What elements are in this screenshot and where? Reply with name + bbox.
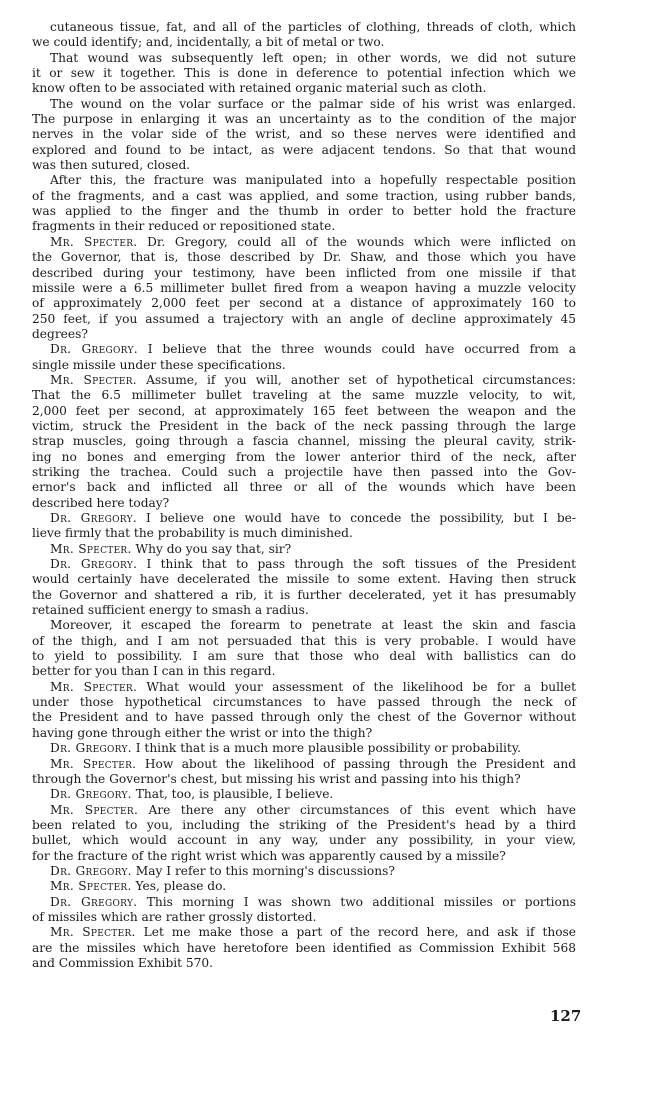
line-text: of the thigh, and I am not persuaded that this is very probable. I would have — [32, 633, 576, 648]
narrative-paragraph — [32, 173, 576, 234]
document-page-body — [32, 20, 576, 971]
line-text: explored and found to be intact, as were adjacent tendons. So that that wound — [32, 142, 576, 157]
line-text: May I refer to this morning's discussions? — [131, 863, 395, 878]
speaker-name: Dr. Gregory. — [50, 342, 138, 357]
text-line — [32, 143, 576, 158]
speaker-name: Mr. Specter. — [50, 372, 137, 387]
text-line — [32, 496, 576, 511]
text-line — [32, 526, 576, 541]
line-text: ernor's back and inflicted all three or all of the wounds which have been — [32, 480, 576, 495]
text-line — [32, 941, 576, 956]
testimony-paragraph — [32, 925, 576, 971]
text-line — [32, 910, 576, 925]
text-line — [32, 388, 576, 403]
line-text: Dr. Gregory, could all of the wounds which were inflicted on — [137, 234, 576, 249]
text-line — [32, 664, 576, 679]
testimony-paragraph — [32, 741, 576, 756]
text-line — [32, 741, 576, 756]
speaker-name: Dr. Gregory. — [50, 863, 132, 878]
line-text: After this, the fracture was manipulated into a hopefully respectable position — [50, 173, 576, 188]
line-text: the President and to have passed through only the chest of the Governor without — [32, 710, 576, 725]
line-text: I think that to pass through the soft tissues of the President — [137, 557, 576, 572]
testimony-paragraph — [32, 542, 576, 557]
text-line — [32, 680, 576, 695]
speaker-name: Mr. Specter. — [50, 879, 132, 894]
text-line — [32, 66, 576, 81]
text-line — [32, 480, 576, 495]
line-text: Are there any other circumstances of this event which have — [138, 802, 577, 817]
testimony-paragraph — [32, 895, 576, 926]
text-line — [32, 603, 576, 618]
line-text: Why do you say that, sir? — [131, 541, 292, 556]
line-text: through the Governor's chest, but missing his wrist and passing into his thigh? — [32, 771, 521, 786]
line-text: The wound on the volar surface or the palmar side of his wrist was enlarged. — [50, 96, 576, 111]
speaker-name: Dr. Gregory. — [50, 557, 138, 572]
text-line — [32, 956, 576, 971]
text-line — [32, 542, 576, 557]
line-text: better for you than I can in this regard. — [32, 664, 276, 679]
line-text: strap muscles, going through a fascia channel, missing the pleural cavity, strik- — [32, 434, 576, 449]
line-text: I believe that the three wounds could have occurred from a — [137, 342, 576, 357]
line-text: That, too, is plausible, I believe. — [131, 787, 334, 802]
testimony-paragraph — [32, 511, 576, 542]
line-text: degrees? — [32, 326, 88, 341]
text-line — [32, 97, 576, 112]
speaker-name: Mr. Specter. — [50, 756, 137, 771]
speaker-name: Dr. Gregory. — [50, 787, 132, 802]
text-line — [32, 572, 576, 587]
line-text: That the 6.5 millimeter bullet traveling at the same muzzle velocity, to wit, — [32, 388, 576, 403]
line-text: cutaneous tissue, fat, and all of the particles of clothing, threads of cloth, which — [50, 20, 576, 34]
line-text: would certainly have decelerated the missile to some extent. Having then struck — [32, 572, 576, 587]
speaker-name: Mr. Specter. — [50, 234, 138, 249]
text-line — [32, 358, 576, 373]
line-text: missile were a 6.5 millimeter bullet fired from a weapon having a muzzle velocity — [32, 280, 576, 295]
narrative-paragraph — [32, 618, 576, 679]
testimony-paragraph — [32, 757, 576, 788]
text-line — [32, 266, 576, 281]
text-line — [32, 281, 576, 296]
line-text: lieve firmly that the probability is much diminished. — [32, 526, 353, 541]
text-line — [32, 818, 576, 833]
text-line — [32, 404, 576, 419]
line-text: been related to you, including the striking of the President's head by a third — [32, 817, 576, 832]
text-line — [32, 757, 576, 772]
testimony-paragraph — [32, 787, 576, 802]
narrative-paragraph — [32, 97, 576, 174]
text-line — [32, 864, 576, 879]
line-text: bullet, which would account in any way, under any possibility, in your view, — [32, 833, 576, 848]
text-line — [32, 296, 576, 311]
text-line — [32, 879, 576, 894]
text-line — [32, 342, 576, 357]
text-line — [32, 649, 576, 664]
text-line — [32, 158, 576, 173]
text-line — [32, 772, 576, 787]
page-number: 127 — [550, 1007, 582, 1025]
testimony-paragraph — [32, 680, 576, 741]
testimony-paragraph — [32, 803, 576, 864]
line-text: described during your testimony, have been inflicted from one missile if that — [32, 265, 576, 280]
text-line — [32, 312, 576, 327]
line-text: The purpose in enlarging it was an uncertainty as to the condition of the major — [32, 112, 576, 127]
text-line — [32, 373, 576, 388]
line-text: single missile under these specifications. — [32, 357, 286, 372]
line-text: it or sew it together. This is done in deference to potential infection which we — [32, 66, 576, 81]
text-line — [32, 20, 576, 35]
text-line — [32, 726, 576, 741]
text-line — [32, 219, 576, 234]
text-line — [32, 557, 576, 572]
line-text: How about the likelihood of passing through the President and — [136, 756, 576, 771]
line-text: striking the trachea. Could such a projectile have then passed into the Gov- — [32, 464, 576, 479]
speaker-name: Dr. Gregory. — [50, 511, 138, 525]
text-line — [32, 618, 576, 633]
line-text: and Commission Exhibit 570. — [32, 955, 214, 970]
text-line — [32, 250, 576, 265]
text-line — [32, 112, 576, 127]
line-text: the Governor and shattered a rib, it is further decelerated, yet it has presumably — [32, 587, 576, 602]
speaker-name: Mr. Specter. — [50, 802, 139, 817]
testimony-paragraph — [32, 235, 576, 342]
text-line — [32, 695, 576, 710]
line-text: This morning I was shown two additional missiles or portions — [137, 894, 576, 909]
narrative-paragraph — [32, 20, 576, 51]
text-line — [32, 465, 576, 480]
testimony-paragraph — [32, 342, 576, 373]
text-line — [32, 51, 576, 66]
line-text: the Governor, that is, those described by Dr. Shaw, and those which you have — [32, 250, 576, 265]
text-line — [32, 710, 576, 725]
testimony-paragraph — [32, 864, 576, 879]
line-text: for the fracture of the right wrist which was apparently caused by a missile? — [32, 848, 506, 863]
line-text: of approximately 2,000 feet per second at a distance of approximately 160 to — [32, 296, 576, 311]
text-line — [32, 511, 576, 526]
text-line — [32, 833, 576, 848]
narrative-paragraph — [32, 51, 576, 97]
text-line — [32, 895, 576, 910]
text-line — [32, 204, 576, 219]
line-text: was then sutured, closed. — [32, 158, 191, 173]
text-line — [32, 634, 576, 649]
line-text: are the missiles which have heretofore been identified as Commission Exhibit 568 — [32, 940, 576, 955]
line-text: Assume, if you will, another set of hypothetical circumstances: — [136, 372, 576, 387]
line-text: I believe one would have to concede the possibility, but I be- — [137, 511, 576, 525]
text-line — [32, 35, 576, 50]
line-text: 2,000 feet per second, at approximately 165 feet between the weapon and the — [32, 403, 576, 418]
text-line — [32, 81, 576, 96]
text-line — [32, 419, 576, 434]
line-text: was applied to the finger and the thumb in order to better hold the fracture — [32, 204, 576, 219]
testimony-paragraph — [32, 879, 576, 894]
speaker-name: Dr. Gregory. — [50, 894, 138, 909]
line-text: That wound was subsequently left open; in other words, we did not suture — [50, 50, 576, 65]
text-line — [32, 925, 576, 940]
line-text: under those hypothetical circumstances to have passed through the neck of — [32, 695, 576, 710]
speaker-name: Mr. Specter. — [50, 925, 136, 940]
line-text: having gone through either the wrist or into the thigh? — [32, 725, 373, 740]
line-text: to yield to possibility. I am sure that those who deal with ballistics can do — [32, 649, 576, 664]
line-text: 250 feet, if you assumed a trajectory with an angle of decline approximately 45 — [32, 311, 576, 326]
text-line — [32, 327, 576, 342]
line-text: Let me make those a part of the record here, and ask if those — [135, 925, 576, 940]
line-text: What would your assessment of the likelihood be for a bullet — [137, 679, 577, 694]
text-line — [32, 787, 576, 802]
text-line — [32, 434, 576, 449]
line-text: nerves in the volar side of the wrist, and so these nerves were identified and — [32, 127, 576, 142]
text-line — [32, 127, 576, 142]
line-text: Yes, please do. — [131, 879, 227, 894]
text-line — [32, 588, 576, 603]
line-text: of the fragments, and a cast was applied, and some traction, using rubber bands, — [32, 188, 576, 203]
speaker-name: Mr. Specter. — [50, 541, 132, 556]
line-text: fragments in their reduced or repositioned state. — [32, 219, 336, 234]
line-text: described here today? — [32, 495, 170, 510]
line-text: we could identify; and, incidentally, a bit of metal or two. — [32, 35, 385, 50]
text-line — [32, 235, 576, 250]
testimony-paragraph — [32, 373, 576, 511]
testimony-paragraph — [32, 557, 576, 618]
speaker-name: Dr. Gregory. — [50, 741, 132, 756]
line-text: I think that is a much more plausible possibility or probability. — [131, 741, 521, 756]
line-text: of missiles which are rather grossly distorted. — [32, 909, 317, 924]
text-line — [32, 173, 576, 188]
line-text: ing no bones and emerging from the lower anterior third of the neck, after — [32, 449, 576, 464]
line-text: Moreover, it escaped the forearm to penetrate at least the skin and fascia — [50, 618, 576, 633]
text-line — [32, 450, 576, 465]
line-text: retained sufficient energy to smash a radius. — [32, 603, 309, 618]
speaker-name: Mr. Specter. — [50, 679, 138, 694]
text-line — [32, 803, 576, 818]
text-line — [32, 849, 576, 864]
text-line — [32, 189, 576, 204]
line-text: know often to be associated with retained organic material such as cloth. — [32, 81, 487, 96]
line-text: victim, struck the President in the back of the neck passing through the large — [32, 418, 576, 433]
